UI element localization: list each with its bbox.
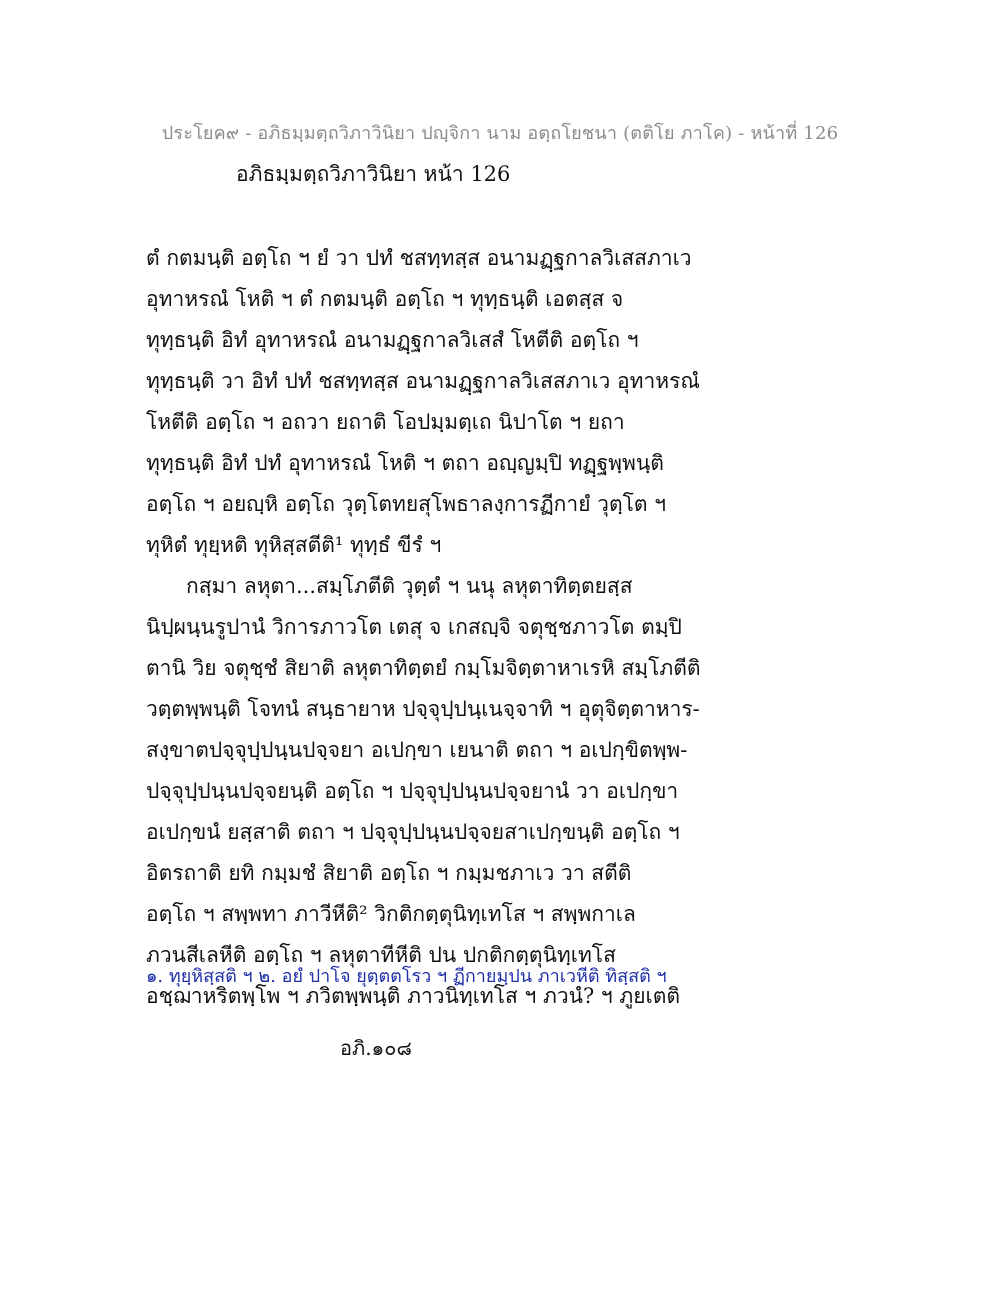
text-line: ทุทฺธนฺติ อิทํ ปทํ อุทาหรณํ โหติ ฯ ตถา อญฺญมฺปิ ทฏฺฐพฺพนฺติ bbox=[146, 451, 664, 475]
text-line: นิปฺผนฺนรูปานํ วิการภาวโต เตสุ จ เกสญฺจิ จตุชฺชภาวโต ตมฺปิ bbox=[146, 615, 682, 639]
running-header: ประโยค๙ - อภิธมฺมตฺถวิภาวินิยา ปญฺจิกา นาม อตฺถโยชนา (ตติโย ภาโค) - หน้าที่ 126 bbox=[161, 123, 839, 144]
text-line: ตํ กตมนฺติ อตฺโถ ฯ ยํ วา ปทํ ชสทฺทสฺส อนามฏฺฐกาลวิเสสภาเว bbox=[146, 246, 692, 270]
text-line: ตานิ วิย จตุชฺชํ สิยาติ ลหุตาทิตฺตยํ กมฺโมจิตฺตาหาเรหิ สมฺโภตีติ bbox=[146, 656, 701, 680]
text-line: ทุทฺธนฺติ อิทํ อุทาหรณํ อนามฏฺฐกาลวิเสสํ โหตีติ อตฺโถ ฯ bbox=[146, 328, 639, 352]
text-line: ทุหิตํ ทุยฺหติ ทุหิสฺสตีติ¹ ทุทฺธํ ขีรํ ฯ bbox=[146, 533, 442, 557]
page-heading: อภิธมฺมตฺถวิภาวินิยา หน้า 126 bbox=[236, 162, 511, 186]
text-line: อตฺโถ ฯ อยญฺหิ อตฺโถ วุตฺโตทยสุโพธาลงฺการฏีกายํ วุตฺโต ฯ bbox=[146, 492, 666, 516]
body-text bbox=[146, 238, 706, 1017]
text-line: วตฺตพฺพนฺติ โจทนํ สนฺธายาห ปจฺจุปฺปนฺเนจฺจาทิ ฯ อุตุจิตฺตาหาร- bbox=[146, 697, 700, 721]
text-line: อชฺฌาหริตพฺโพ ฯ ภวิตพฺพนฺติ ภาวนิทฺเทโส ฯ ภวนํ? ฯ ภูยเตติ bbox=[146, 984, 680, 1008]
page-reference: อภิ.๑๐๘ bbox=[340, 1036, 412, 1060]
text-line: อตฺโถ ฯ สพฺพทา ภาวีหีติ² วิกติกตฺตุนิทฺเทโส ฯ สพฺพกาเล bbox=[146, 902, 636, 926]
text-line: อเปกฺขนํ ยสฺสาติ ตถา ฯ ปจฺจุปฺปนฺนปจฺจยสาเปกฺขนฺติ อตฺโถ ฯ bbox=[146, 820, 680, 844]
text-line: อิตรถาติ ยทิ กมฺมชํ สิยาติ อตฺโถ ฯ กมฺมชภาเว วา สตีติ bbox=[146, 861, 632, 885]
text-line: ทุทฺธนฺติ วา อิทํ ปทํ ชสทฺทสฺส อนามฏฺฐกาลวิเสสภาเว อุทาหรณํ bbox=[146, 369, 700, 393]
footnote: ๑. ทุยฺหิสฺสติ ฯ ๒. อยํ ปาโจ ยุตฺตตโรว ฯ ฏีกายมฺปน ภาเวหีติ ทิสฺสติ ฯ bbox=[146, 966, 667, 987]
text-line: ปจฺจุปฺปนฺนปจฺจยนฺติ อตฺโถ ฯ ปจฺจุปฺปนฺนปจฺจยานํ วา อเปกฺขา bbox=[146, 779, 679, 803]
text-line: อุทาหรณํ โหติ ฯ ตํ กตมนฺติ อตฺโถ ฯ ทุทฺธนฺติ เอตสฺส จ bbox=[146, 287, 624, 311]
text-line: สงฺขาตปจฺจุปฺปนฺนปจฺจยา อเปกฺขา เยนาติ ตถา ฯ อเปกฺขิตพฺพ- bbox=[146, 738, 688, 762]
paragraph-start-line: กสฺมา ลหุตา...สมฺโภตีติ วุตฺตํ ฯ นนุ ลหุตาทิตฺตยสฺส bbox=[186, 574, 633, 598]
text-line: โหตีติ อตฺโถ ฯ อถวา ยถาติ โอปมฺมตฺเถ นิปาโต ฯ ยถา bbox=[146, 410, 625, 434]
text-line: ภวนสีเลหีติ อตฺโถ ฯ ลหุตาทีหีติ ปน ปกติกตฺตุนิทฺเทโส bbox=[146, 943, 616, 967]
